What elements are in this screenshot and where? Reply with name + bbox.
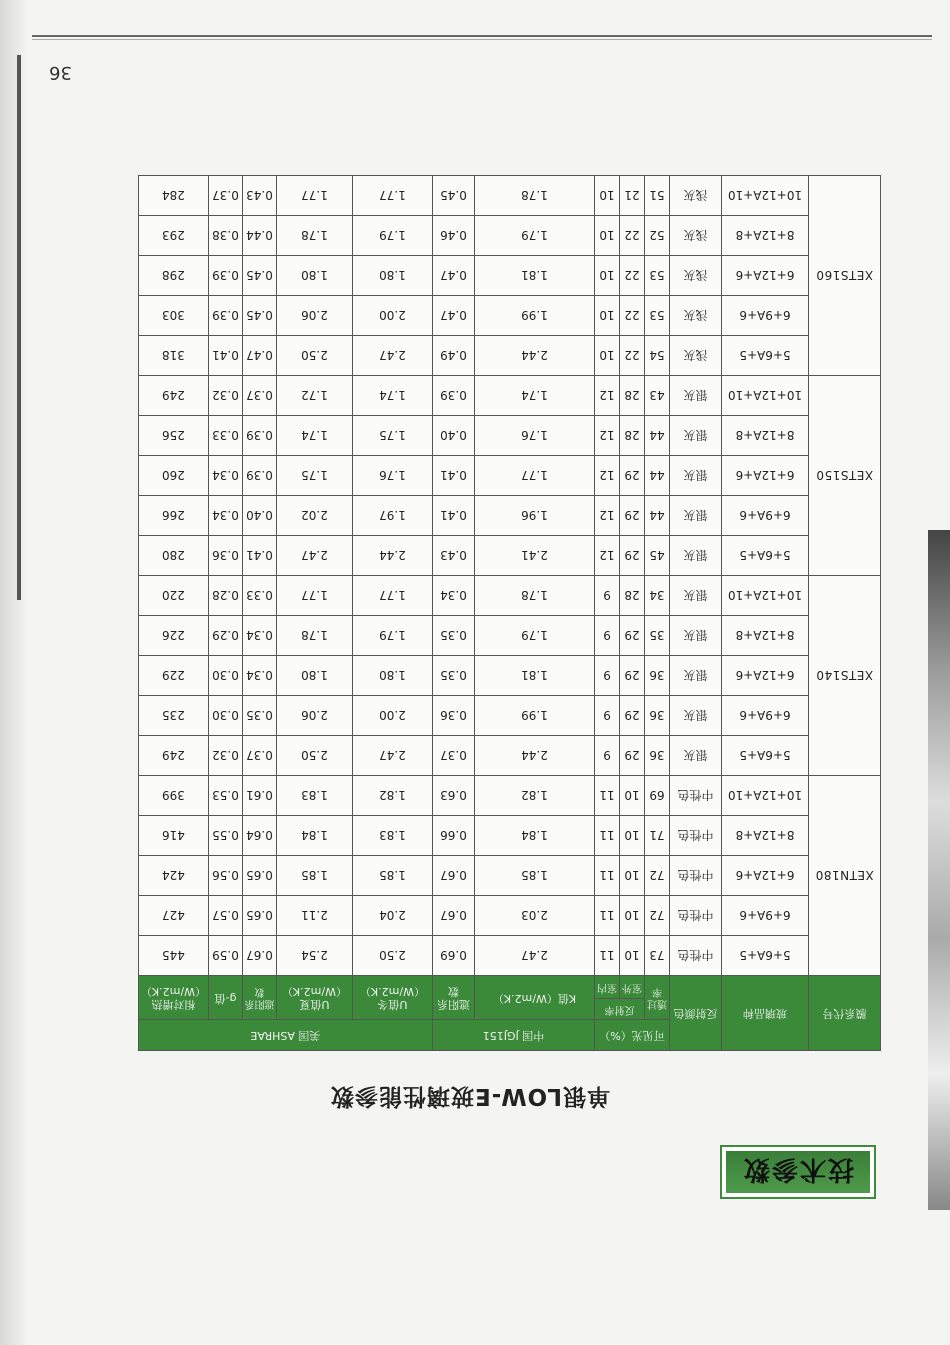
cell-color: 银灰: [670, 736, 722, 776]
cell-sc: 0.66: [432, 816, 474, 856]
cell-uw: 2.04: [352, 896, 432, 936]
cell-us: 1.72: [276, 376, 352, 416]
cell-sc2: 0.37: [242, 376, 276, 416]
cell-rhg: 399: [138, 776, 208, 816]
cell-out: 22: [620, 336, 645, 376]
cell-out: 22: [620, 296, 645, 336]
cell-sc2: 0.34: [242, 656, 276, 696]
cell-sc: 0.63: [432, 776, 474, 816]
cell-rhg: 293: [138, 216, 208, 256]
cell-uw: 1.97: [352, 496, 432, 536]
cell-sc: 0.69: [432, 936, 474, 976]
cell-out: 10: [620, 856, 645, 896]
cell-k: 1.79: [474, 216, 594, 256]
cell-rhg: 284: [138, 176, 208, 216]
cell-rhg: 249: [138, 736, 208, 776]
cell-variety: 6+9A+6: [722, 896, 809, 936]
cell-in: 9: [594, 616, 619, 656]
cell-g: 0.38: [208, 216, 242, 256]
table-body: [138, 176, 880, 976]
cell-k: 1.85: [474, 856, 594, 896]
cell-trans: 44: [645, 496, 670, 536]
cell-uw: 2.00: [352, 696, 432, 736]
cell-out: 29: [620, 456, 645, 496]
cell-k: 2.03: [474, 896, 594, 936]
cell-g: 0.59: [208, 936, 242, 976]
cell-k: 1.74: [474, 376, 594, 416]
cell-sc2: 0.64: [242, 816, 276, 856]
cell-in: 12: [594, 536, 619, 576]
cell-g: 0.55: [208, 816, 242, 856]
cell-sc: 0.39: [432, 376, 474, 416]
cell-color: 银灰: [670, 416, 722, 456]
cell-variety: 5+6A+5: [722, 536, 809, 576]
cell-rhg: 303: [138, 296, 208, 336]
cell-g: 0.37: [208, 176, 242, 216]
page-number: 36: [49, 62, 72, 83]
cell-variety: 6+12A+6: [722, 856, 809, 896]
cell-uw: 1.79: [352, 616, 432, 656]
cell-g: 0.57: [208, 896, 242, 936]
cell-out: 22: [620, 256, 645, 296]
cell-sc2: 0.61: [242, 776, 276, 816]
cell-trans: 72: [645, 896, 670, 936]
cell-sc2: 0.44: [242, 216, 276, 256]
cell-sc2: 0.33: [242, 576, 276, 616]
cell-sc2: 0.40: [242, 496, 276, 536]
cell-rhg: 266: [138, 496, 208, 536]
cell-rhg: 445: [138, 936, 208, 976]
table-row: [138, 696, 880, 736]
cell-g: 0.33: [208, 416, 242, 456]
cell-sc: 0.37: [432, 736, 474, 776]
cell-us: 2.50: [276, 336, 352, 376]
cell-rhg: 256: [138, 416, 208, 456]
cell-rhg: 249: [138, 376, 208, 416]
cell-color: 银灰: [670, 696, 722, 736]
col-visible-light: 可见光（%）: [594, 1020, 669, 1051]
table-row: [138, 456, 880, 496]
cell-g: 0.29: [208, 616, 242, 656]
col-shading-cn: 遮阳系数: [432, 976, 474, 1020]
cell-g: 0.30: [208, 696, 242, 736]
cell-k: 2.44: [474, 736, 594, 776]
cell-out: 21: [620, 176, 645, 216]
cell-in: 12: [594, 496, 619, 536]
cell-us: 1.78: [276, 616, 352, 656]
cell-trans: 35: [645, 616, 670, 656]
cell-sc: 0.43: [432, 536, 474, 576]
cell-trans: 53: [645, 296, 670, 336]
table-row: [138, 216, 880, 256]
cell-color: 银灰: [670, 456, 722, 496]
cell-color: 中性色: [670, 816, 722, 856]
cell-trans: 34: [645, 576, 670, 616]
table-row: [138, 656, 880, 696]
cell-color: 中性色: [670, 896, 722, 936]
col-u-summer: U值夏（W/m2.K）: [276, 976, 352, 1020]
cell-k: 1.96: [474, 496, 594, 536]
cell-variety: 6+9A+6: [722, 296, 809, 336]
cell-k: 1.99: [474, 296, 594, 336]
cell-uw: 1.77: [352, 576, 432, 616]
cell-variety: 5+6A+5: [722, 336, 809, 376]
cell-uw: 2.00: [352, 296, 432, 336]
cell-color: 银灰: [670, 656, 722, 696]
cell-color: 银灰: [670, 576, 722, 616]
cell-sc2: 0.47: [242, 336, 276, 376]
cell-uw: 1.74: [352, 376, 432, 416]
cell-trans: 45: [645, 536, 670, 576]
header-rule: [32, 35, 932, 37]
cell-color: 浅灰: [670, 256, 722, 296]
table-row: [138, 496, 880, 536]
cell-trans: 36: [645, 656, 670, 696]
cell-us: 2.02: [276, 496, 352, 536]
cell-in: 11: [594, 856, 619, 896]
cell-variety: 6+9A+6: [722, 696, 809, 736]
cell-k: 1.79: [474, 616, 594, 656]
cell-uw: 1.85: [352, 856, 432, 896]
cell-variety: 8+12A+8: [722, 416, 809, 456]
cell-out: 29: [620, 656, 645, 696]
cell-color: 银灰: [670, 376, 722, 416]
table-row: [138, 256, 880, 296]
cell-sc2: 0.35: [242, 696, 276, 736]
cell-sc: 0.67: [432, 856, 474, 896]
cell-variety: 6+12A+6: [722, 256, 809, 296]
cell-in: 9: [594, 656, 619, 696]
cell-sc: 0.49: [432, 336, 474, 376]
cell-rhg: 235: [138, 696, 208, 736]
cell-color: 中性色: [670, 936, 722, 976]
cell-out: 28: [620, 376, 645, 416]
cell-sc: 0.47: [432, 256, 474, 296]
cell-us: 1.74: [276, 416, 352, 456]
cell-k: 2.44: [474, 336, 594, 376]
cell-rhg: 280: [138, 536, 208, 576]
cell-out: 10: [620, 816, 645, 856]
cell-uw: 2.50: [352, 936, 432, 976]
cell-out: 29: [620, 616, 645, 656]
cell-sc2: 0.45: [242, 256, 276, 296]
cell-rhg: 427: [138, 896, 208, 936]
cell-sc: 0.41: [432, 456, 474, 496]
cell-out: 29: [620, 496, 645, 536]
cell-uw: 2.47: [352, 736, 432, 776]
cell-uw: 1.80: [352, 256, 432, 296]
cell-in: 10: [594, 176, 619, 216]
cell-sc2: 0.37: [242, 736, 276, 776]
cell-us: 1.83: [276, 776, 352, 816]
cell-uw: 1.83: [352, 816, 432, 856]
table-row: [138, 936, 880, 976]
cell-sc2: 0.65: [242, 856, 276, 896]
cell-trans: 71: [645, 816, 670, 856]
cell-variety: 10+12A+10: [722, 376, 809, 416]
cell-us: 2.47: [276, 536, 352, 576]
cell-color: 中性色: [670, 776, 722, 816]
cell-sc2: 0.65: [242, 896, 276, 936]
cell-variety: 8+12A+8: [722, 816, 809, 856]
cell-g: 0.30: [208, 656, 242, 696]
cell-uw: 1.75: [352, 416, 432, 456]
cell-color: 浅灰: [670, 296, 722, 336]
cell-out: 28: [620, 576, 645, 616]
cell-trans: 36: [645, 736, 670, 776]
cell-rhg: 298: [138, 256, 208, 296]
header-rule-thin: [32, 39, 932, 40]
cell-uw: 1.77: [352, 176, 432, 216]
cell-variety: 5+6A+5: [722, 736, 809, 776]
col-reflectance: 反射率: [594, 999, 644, 1020]
cell-sc: 0.34: [432, 576, 474, 616]
cell-in: 10: [594, 256, 619, 296]
cell-variety: 10+12A+10: [722, 576, 809, 616]
cell-us: 1.77: [276, 176, 352, 216]
cell-k: 1.78: [474, 176, 594, 216]
cell-color: 银灰: [670, 616, 722, 656]
col-heat-gain: 相对增热（W/m2.K）: [138, 976, 208, 1020]
cell-out: 28: [620, 416, 645, 456]
cell-us: 1.85: [276, 856, 352, 896]
film-code-cell: XETN180: [809, 776, 881, 976]
cell-in: 10: [594, 336, 619, 376]
cell-g: 0.41: [208, 336, 242, 376]
col-indoor: 室内: [594, 976, 619, 999]
cell-trans: 44: [645, 416, 670, 456]
cell-sc2: 0.67: [242, 936, 276, 976]
cell-in: 10: [594, 296, 619, 336]
cell-uw: 2.44: [352, 536, 432, 576]
cell-us: 2.06: [276, 696, 352, 736]
cell-g: 0.36: [208, 536, 242, 576]
cell-rhg: 220: [138, 576, 208, 616]
cell-trans: 36: [645, 696, 670, 736]
cell-k: 2.47: [474, 936, 594, 976]
col-k-value: K值（W/m2.K）: [474, 976, 594, 1020]
cell-sc2: 0.45: [242, 296, 276, 336]
cell-us: 1.80: [276, 656, 352, 696]
table-row: [138, 816, 880, 856]
cell-g: 0.39: [208, 296, 242, 336]
section-label: 技术参数: [742, 1154, 855, 1185]
cell-k: 1.77: [474, 456, 594, 496]
cell-in: 11: [594, 776, 619, 816]
table-row: [138, 736, 880, 776]
cell-out: 29: [620, 536, 645, 576]
cell-in: 9: [594, 576, 619, 616]
cell-trans: 53: [645, 256, 670, 296]
table-row: [138, 376, 880, 416]
table-row: [138, 576, 880, 616]
page-title: 单银LOW-E玻璃性能参数: [330, 1083, 610, 1109]
cell-variety: 8+12A+8: [722, 216, 809, 256]
col-code: 膜系代号: [809, 976, 881, 1051]
cell-trans: 73: [645, 936, 670, 976]
cell-in: 11: [594, 896, 619, 936]
cell-sc: 0.67: [432, 896, 474, 936]
cell-in: 11: [594, 816, 619, 856]
cell-sc: 0.45: [432, 176, 474, 216]
cell-us: 2.50: [276, 736, 352, 776]
cell-trans: 51: [645, 176, 670, 216]
cell-out: 29: [620, 736, 645, 776]
table-header: [138, 976, 880, 1051]
cell-out: 10: [620, 936, 645, 976]
col-u-winter: U值冬（W/m2.K）: [352, 976, 432, 1020]
cell-us: 1.80: [276, 256, 352, 296]
cell-us: 1.78: [276, 216, 352, 256]
cell-in: 12: [594, 416, 619, 456]
col-reflect-color: 反射颜色: [670, 976, 722, 1051]
cell-k: 2.41: [474, 536, 594, 576]
section-badge: [720, 1145, 876, 1199]
cell-uw: 1.76: [352, 456, 432, 496]
cell-g: 0.53: [208, 776, 242, 816]
cell-in: 9: [594, 696, 619, 736]
cell-variety: 6+9A+6: [722, 496, 809, 536]
cell-variety: 8+12A+8: [722, 616, 809, 656]
cell-k: 1.78: [474, 576, 594, 616]
cell-us: 2.54: [276, 936, 352, 976]
table-row: [138, 856, 880, 896]
cell-color: 中性色: [670, 856, 722, 896]
col-g-value: g-值: [208, 976, 242, 1020]
cell-g: 0.56: [208, 856, 242, 896]
cell-variety: 6+12A+6: [722, 656, 809, 696]
cell-rhg: 424: [138, 856, 208, 896]
col-shading-us: 遮阳系数: [242, 976, 276, 1020]
cell-variety: 6+12A+6: [722, 456, 809, 496]
cell-color: 浅灰: [670, 336, 722, 376]
cell-us: 1.84: [276, 816, 352, 856]
cell-g: 0.34: [208, 456, 242, 496]
cell-in: 10: [594, 216, 619, 256]
table-row: [138, 336, 880, 376]
cell-sc: 0.40: [432, 416, 474, 456]
cell-sc: 0.46: [432, 216, 474, 256]
cell-k: 1.99: [474, 696, 594, 736]
cell-color: 浅灰: [670, 216, 722, 256]
cell-trans: 54: [645, 336, 670, 376]
table-row: [138, 896, 880, 936]
col-china-std: 中国 JGJ151: [432, 1020, 594, 1051]
cell-uw: 2.47: [352, 336, 432, 376]
cell-us: 2.06: [276, 296, 352, 336]
col-outdoor: 室外: [620, 976, 645, 999]
cell-k: 1.81: [474, 656, 594, 696]
cell-out: 22: [620, 216, 645, 256]
cell-sc2: 0.39: [242, 416, 276, 456]
cell-trans: 52: [645, 216, 670, 256]
cell-g: 0.32: [208, 736, 242, 776]
performance-table: [138, 175, 881, 1051]
cell-sc: 0.36: [432, 696, 474, 736]
cell-us: 1.75: [276, 456, 352, 496]
cell-out: 29: [620, 696, 645, 736]
cell-out: 10: [620, 896, 645, 936]
cell-in: 12: [594, 456, 619, 496]
cell-uw: 1.80: [352, 656, 432, 696]
cell-sc2: 0.41: [242, 536, 276, 576]
col-transmittance: 透过率: [645, 976, 670, 1020]
cell-rhg: 318: [138, 336, 208, 376]
cell-sc: 0.35: [432, 656, 474, 696]
cell-uw: 1.79: [352, 216, 432, 256]
table-row: [138, 536, 880, 576]
cell-us: 2.11: [276, 896, 352, 936]
cell-variety: 10+12A+10: [722, 776, 809, 816]
film-code-cell: XETS150: [809, 376, 881, 576]
cell-trans: 43: [645, 376, 670, 416]
cell-g: 0.28: [208, 576, 242, 616]
cell-k: 1.76: [474, 416, 594, 456]
cell-rhg: 226: [138, 616, 208, 656]
table-row: [138, 176, 880, 216]
cell-k: 1.84: [474, 816, 594, 856]
cell-variety: 5+6A+5: [722, 936, 809, 976]
cell-in: 11: [594, 936, 619, 976]
cell-rhg: 416: [138, 816, 208, 856]
table-row: [138, 416, 880, 456]
cell-g: 0.39: [208, 256, 242, 296]
cell-sc: 0.47: [432, 296, 474, 336]
film-code-cell: XETS140: [809, 576, 881, 776]
cell-sc2: 0.39: [242, 456, 276, 496]
cell-color: 浅灰: [670, 176, 722, 216]
cell-uw: 1.82: [352, 776, 432, 816]
cell-k: 1.81: [474, 256, 594, 296]
cell-trans: 44: [645, 456, 670, 496]
cell-us: 1.77: [276, 576, 352, 616]
cell-sc2: 0.34: [242, 616, 276, 656]
table-row: [138, 296, 880, 336]
margin-bar: [17, 55, 21, 600]
col-us-std: 美国 ASHRAE: [138, 1020, 432, 1051]
cell-trans: 72: [645, 856, 670, 896]
cell-g: 0.32: [208, 376, 242, 416]
cell-g: 0.34: [208, 496, 242, 536]
cell-rhg: 260: [138, 456, 208, 496]
cell-sc2: 0.43: [242, 176, 276, 216]
cell-trans: 69: [645, 776, 670, 816]
cell-out: 10: [620, 776, 645, 816]
film-code-cell: XETS160: [809, 176, 881, 376]
col-variety: 玻璃品种: [722, 976, 809, 1051]
cell-color: 银灰: [670, 536, 722, 576]
cell-sc: 0.41: [432, 496, 474, 536]
cell-in: 12: [594, 376, 619, 416]
cell-sc: 0.35: [432, 616, 474, 656]
table-row: [138, 616, 880, 656]
cell-k: 1.82: [474, 776, 594, 816]
cell-color: 银灰: [670, 496, 722, 536]
cell-rhg: 229: [138, 656, 208, 696]
cell-in: 9: [594, 736, 619, 776]
cell-variety: 10+12A+10: [722, 176, 809, 216]
table-row: [138, 776, 880, 816]
